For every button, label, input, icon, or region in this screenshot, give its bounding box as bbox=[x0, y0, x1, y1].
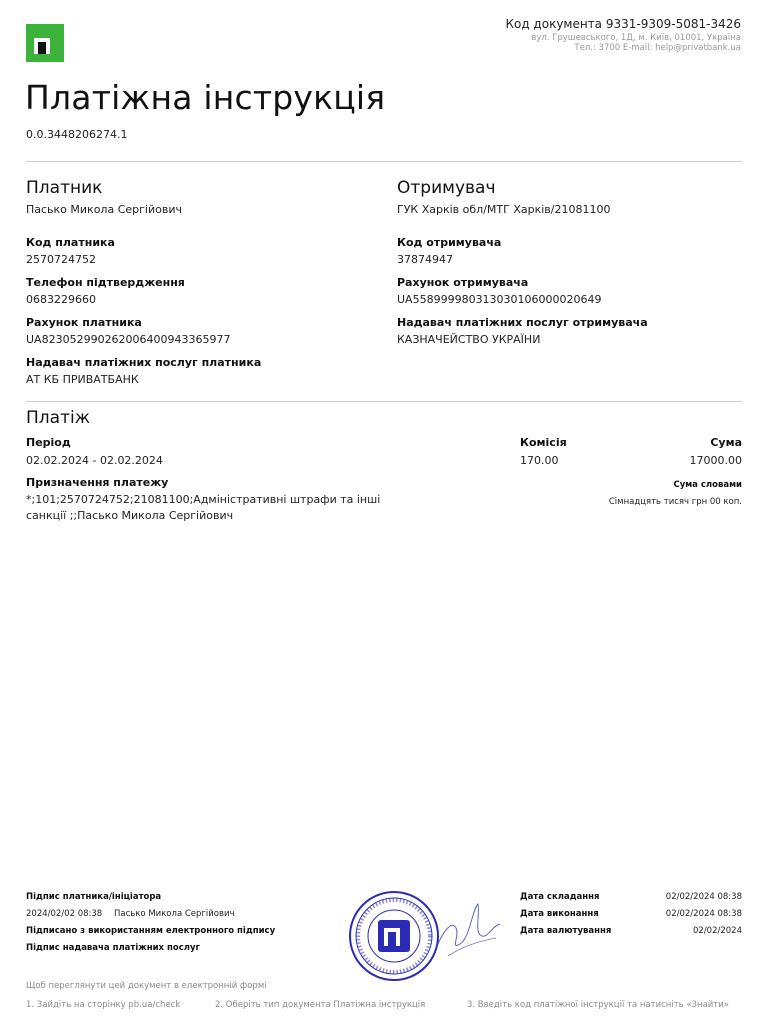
amount-label: Сума bbox=[710, 436, 742, 449]
recipient-account-label: Рахунок отримувача bbox=[397, 276, 529, 289]
signer-date: 2024/02/02 08:38 bbox=[26, 909, 103, 919]
recipient-name: ГУК Харків обл/МТГ Харків/21081100 bbox=[397, 203, 611, 216]
date-created-label: Дата складання bbox=[520, 892, 600, 902]
footer-step-1: 1. Зайдіть на сторінку pb.ua/check bbox=[26, 1000, 181, 1010]
provider-signature-label: Підпис надавача платіжних послуг bbox=[26, 943, 200, 953]
privatbank-logo bbox=[26, 24, 64, 62]
amount-words-value: Сімнадцять тисяч грн 00 коп. bbox=[608, 497, 742, 507]
footer-step-3: 3. Введіть код платіжної інструкції та натисніть «Знайти» bbox=[467, 1000, 729, 1010]
payer-heading: Платник bbox=[26, 178, 103, 198]
payer-phone-label: Телефон підтвердження bbox=[26, 276, 185, 289]
signer-label: Підпис платника/ініціатора bbox=[26, 892, 162, 902]
payer-code-label: Код платника bbox=[26, 236, 115, 249]
page-title: Платіжна інструкція bbox=[25, 78, 386, 117]
divider bbox=[26, 161, 742, 162]
value-date-value: 02/02/2024 bbox=[693, 926, 742, 936]
commission-value: 170.00 bbox=[520, 454, 559, 467]
payment-heading: Платіж bbox=[26, 408, 91, 428]
divider bbox=[26, 401, 742, 402]
period-value: 02.02.2024 - 02.02.2024 bbox=[26, 454, 163, 467]
commission-label: Комісія bbox=[520, 436, 567, 449]
address-line: вул. Грушевського, 1Д, м. Київ, 01001, Україна bbox=[531, 33, 741, 43]
document-code: Код документа 9331-9309-5081-3426 bbox=[505, 17, 741, 31]
bank-address bbox=[531, 33, 741, 53]
recipient-heading: Отримувач bbox=[397, 178, 496, 198]
recipient-code-value: 37874947 bbox=[397, 253, 453, 266]
date-executed-label: Дата виконання bbox=[520, 909, 599, 919]
handwritten-signature bbox=[430, 890, 510, 970]
recipient-account-value: UA558999980313030106000020649 bbox=[397, 293, 602, 306]
document-id: 0.0.3448206274.1 bbox=[26, 128, 128, 141]
payer-account-label: Рахунок платника bbox=[26, 316, 142, 329]
recipient-provider-value: КАЗНАЧЕЙСТВО УКРАЇНИ bbox=[397, 333, 541, 346]
date-executed-value: 02/02/2024 08:38 bbox=[665, 909, 742, 919]
date-created-value: 02/02/2024 08:38 bbox=[665, 892, 742, 902]
purpose-value: *;101;2570724752;21081100;Адміністративні штрафи та інші санкції ;;Пасько Микола Сергійович bbox=[26, 493, 381, 522]
purpose-label: Призначення платежу bbox=[26, 476, 169, 489]
bank-stamp-icon bbox=[348, 890, 440, 982]
amount-value: 17000.00 bbox=[689, 454, 742, 467]
payer-account-value: UA823052990262006400943365977 bbox=[26, 333, 231, 346]
amount-words-label: Сума словами bbox=[673, 480, 742, 490]
value-date-label: Дата валютування bbox=[520, 926, 612, 936]
payer-name: Пасько Микола Сергійович bbox=[26, 203, 182, 216]
payer-provider-value: АТ КБ ПРИВАТБАНК bbox=[26, 373, 139, 386]
footer-intro: Щоб переглянути цей документ в електронній формі bbox=[26, 981, 267, 991]
recipient-code-label: Код отримувача bbox=[397, 236, 502, 249]
signer-name: Пасько Микола Сергійович bbox=[114, 909, 235, 919]
recipient-provider-label: Надавач платіжних послуг отримувача bbox=[397, 316, 648, 329]
period-label: Період bbox=[26, 436, 71, 449]
footer-step-2: 2. Оберіть тип документа Платіжна інструкція bbox=[215, 1000, 426, 1010]
payer-phone-value: 0683229660 bbox=[26, 293, 96, 306]
payer-code-value: 2570724752 bbox=[26, 253, 96, 266]
payer-provider-label: Надавач платіжних послуг платника bbox=[26, 356, 262, 369]
contact-line: Тел.: 3700 E-mail: help@privatbank.ua bbox=[574, 43, 741, 53]
signed-note: Підписано з використанням електронного підпису bbox=[26, 926, 276, 936]
